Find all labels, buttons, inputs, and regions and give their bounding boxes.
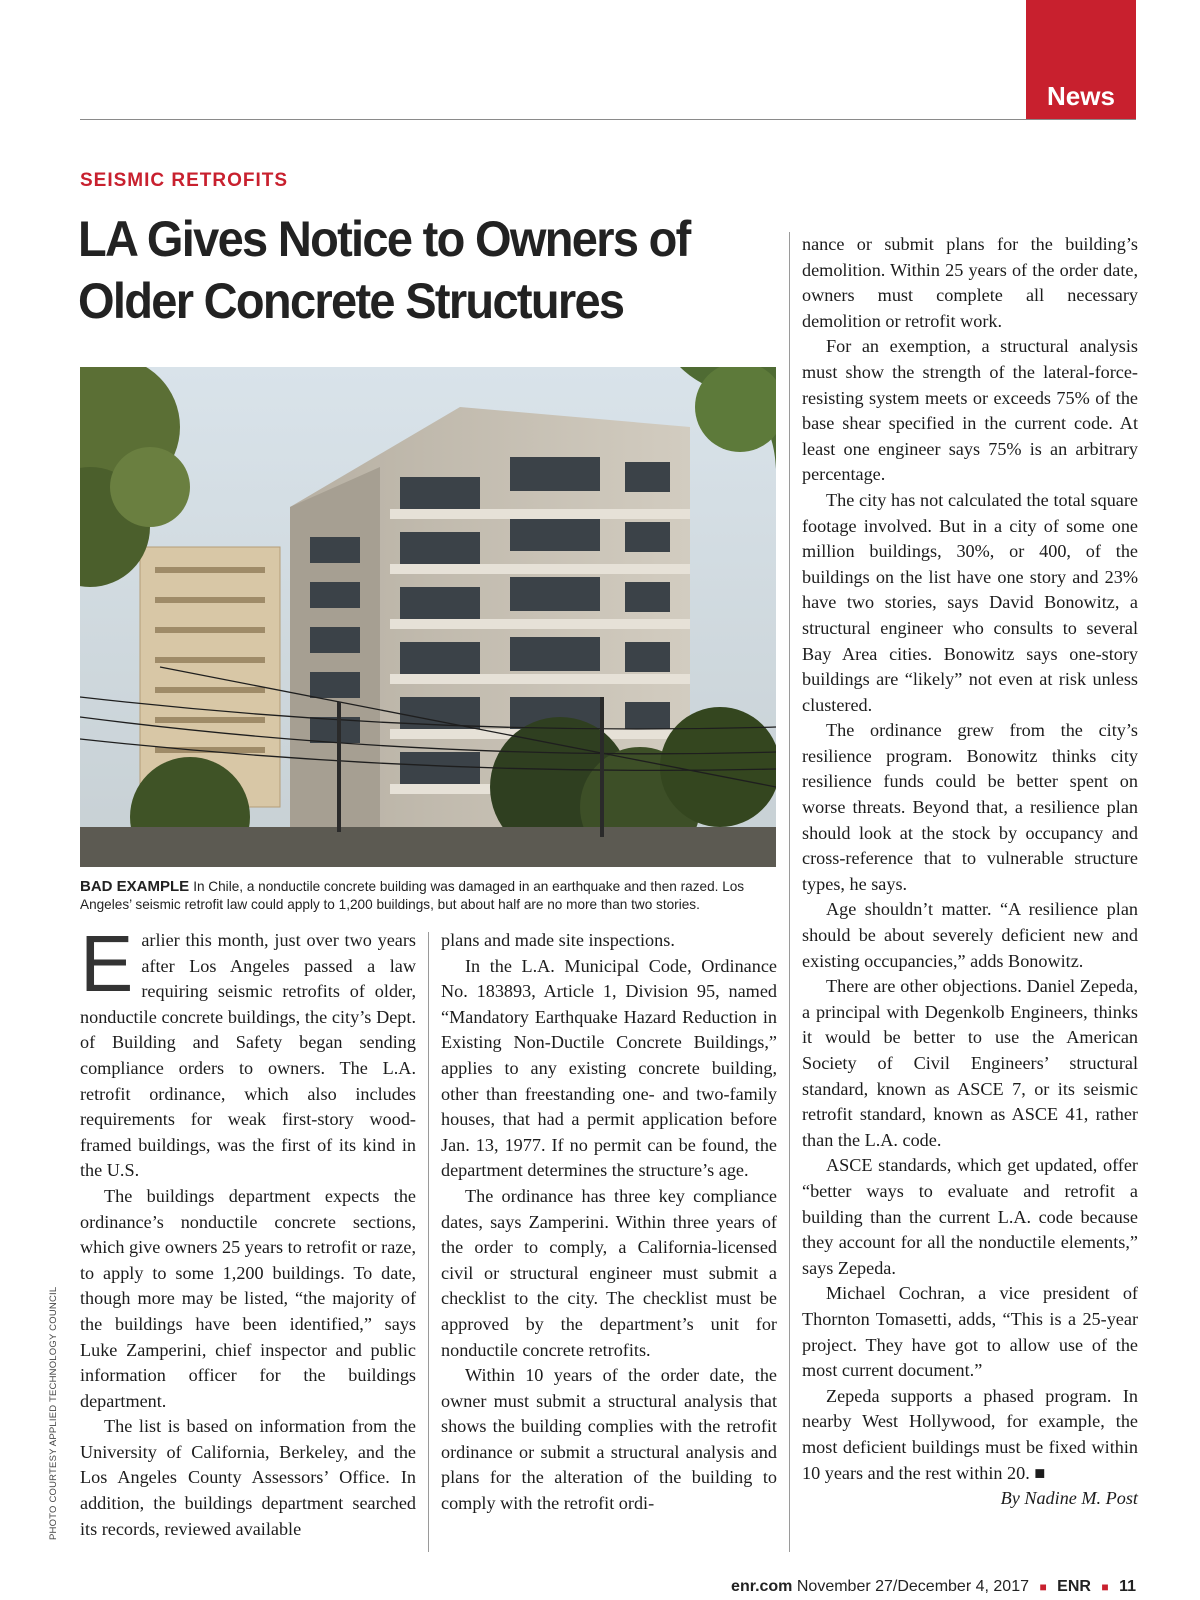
article-paragraph: Michael Cochran, a vice president of Thornton Tomasetti, adds, “This is a 25-year project. They have got to allow use of the most current document.” <box>802 1283 1138 1381</box>
article-column-3 <box>802 232 1138 1512</box>
article-paragraph: The buildings department expects the ordinance’s nonductile concrete sections, which give owners 25 years to retrofit or raze, to apply to some 1,200 buildings. To date, though more may be listed, “the majority of the buildings have been identified,” says Luke Zamperini, chief inspector and public information officer for the buildings department. <box>80 1185 416 1411</box>
footer-date: November 27/December 4, 2017 <box>796 1578 1029 1595</box>
article-paragraph <box>80 919 416 1184</box>
footer-site: enr.com <box>731 1578 793 1595</box>
caption-lead: BAD EXAMPLE <box>80 878 190 895</box>
column-rule <box>428 932 429 1552</box>
column-rule <box>789 232 790 1552</box>
article-paragraph: Within 10 years of the order date, the owner must submit a structural analysis that shows the building complies with the retrofit ordinance or submit a structural analysis and plans for the alteration of the building to comply with the retrofit ordi- <box>441 1365 777 1514</box>
page-number: 11 <box>1119 1578 1136 1595</box>
section-tab <box>1026 0 1136 120</box>
article-paragraph: For an exemption, a structural analysis must show the strength of the lateral-force-resisting system meets or exceeds 75% of the base shear specified in the current code. At least one engineer says 75% is an arbitrary percentage. <box>802 336 1138 485</box>
caption-text: In Chile, a nonductile concrete building was damaged in an earthquake and then razed. Los Angeles’ seismic retrofit law could apply to 1,200 buildings, but about half are no more than two stories. <box>80 879 745 912</box>
headline: LA Gives Notice to Owners of Older Concrete Structures <box>78 211 690 329</box>
article-paragraph: nance or submit plans for the building’s demolition. Within 25 years of the order date, owners must complete all necessary demolition or retrofit work. <box>802 234 1138 331</box>
page-footer <box>731 1578 1136 1596</box>
photo-caption <box>80 878 776 914</box>
article-paragraph: The city has not calculated the total square footage involved. But in a city of some one million buildings, 30%, or 400, of the buildings on the list have one story and 23% have two stories, says David Bonowitz, a structural engineer who consults to several Bay Area cities. Bonowitz says one-story buildings are “likely” not even at risk unless clustered. <box>802 489 1138 715</box>
separator-square-icon: ■ <box>1039 1580 1047 1594</box>
header-rule <box>80 119 1136 120</box>
article-paragraph: In the L.A. Municipal Code, Ordinance No. 183893, Article 1, Division 95, named “Mandatory Earthquake Hazard Reduction in Existing Non-Ductile Concrete Buildings,” applies to any existing concrete building, other than freestanding one- and two-family houses, that had a permit application before Jan. 13, 1977. If no permit can be found, the department determines the structure’s age. <box>441 955 777 1181</box>
article-paragraph: Zepeda supports a phased program. In nearby West Hollywood, for example, the most deficient buildings must be fixed within 10 years and the rest within 20. ■ <box>802 1385 1138 1483</box>
footer-publication: ENR <box>1057 1578 1091 1595</box>
article-paragraph: There are other objections. Daniel Zepeda, a principal with Degenkolb Engineers, thinks it would be better to use the American Society of Civil Engineers’ structural standard, known as ASCE 7, or its seismic retrofit standard, known as ASCE 41, rather than the L.A. code. <box>802 976 1138 1150</box>
article-paragraph: Age shouldn’t matter. “A resilience plan should be about severely deficient new and existing occupancies,” adds Bonowitz. <box>802 899 1138 971</box>
article-photo <box>80 367 776 867</box>
section-tab-label: News <box>1047 81 1115 111</box>
drop-cap: E <box>80 919 134 1008</box>
kicker: SEISMIC RETROFITS <box>80 170 289 191</box>
byline: By Nadine M. Post <box>1000 1488 1138 1509</box>
article-column-1 <box>80 919 416 1542</box>
article-column-2 <box>441 928 777 1517</box>
separator-square-icon: ■ <box>1101 1580 1109 1594</box>
article-paragraph: ASCE standards, which get updated, offer “better ways to evaluate and retrofit a building than the current L.A. code because they account for all the nonductile elements,” says Zepeda. <box>802 1155 1138 1278</box>
article-paragraph: The list is based on information from the University of California, Berkeley, and the Los Angeles County Assessors’ Office. In addition, the buildings department searched its records, reviewed available <box>80 1416 416 1539</box>
article-paragraph: The ordinance grew from the city’s resilience program. Bonowitz thinks city resilience funds could be better spent on worse threats. Beyond that, a resilience plan should look at the stock by occupancy and cross-reference that to vulnerable structure types, he says. <box>802 720 1138 894</box>
article-paragraph: plans and made site inspections. <box>441 930 675 950</box>
paragraph-text: arlier this month, just over two years after Los Angeles passed a law requiring seismic retrofits of older, nonductile concrete buildings, the city’s Dept. of Building and Safety began sending compliance orders to owners. The L.A. retrofit ordinance, which also includes requirements for weak first-story wood-framed buildings, was the first of its kind in the U.S. <box>80 930 416 1181</box>
photo-credit: PHOTO COURTESY APPLIED TECHNOLOGY COUNCIL <box>48 1286 59 1540</box>
article-paragraph: The ordinance has three key compliance dates, says Zamperini. Within three years of the order to comply, a California-licensed civil or structural engineer must submit a checklist to the city. The checklist must be approved by the department’s unit for nonductile concrete retrofits. <box>441 1185 777 1360</box>
